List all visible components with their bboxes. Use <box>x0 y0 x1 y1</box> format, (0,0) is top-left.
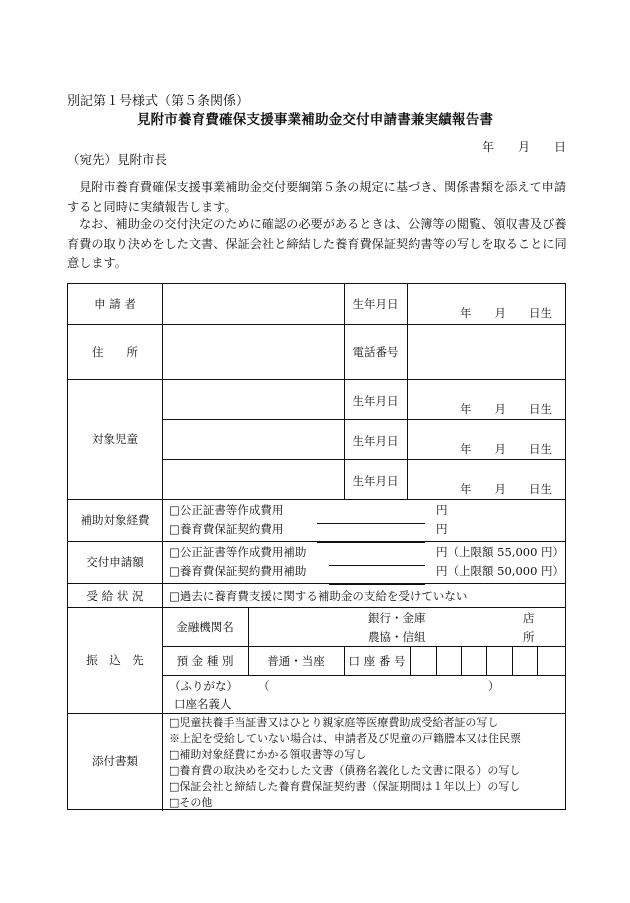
grant-guarantee-checkbox[interactable]: □養育費保証契約費用補助 <box>169 564 307 578</box>
furigana-label: （ふりがな） <box>169 679 238 693</box>
address-label: 住 所 <box>92 345 138 359</box>
expense-guarantee-yen: 円 <box>436 522 448 536</box>
applicant-birthdate-label: 生年月日 <box>352 297 399 311</box>
application-date: 年 月 日 <box>482 140 567 154</box>
account-number-label: 口 座 番 号 <box>348 654 406 668</box>
branch-type-1: 店 <box>523 611 535 625</box>
applicant-label: 申 請 者 <box>94 297 136 311</box>
grant-notary-checkbox[interactable]: □公正証書等作成費用補助 <box>169 545 307 559</box>
attachment-item[interactable]: □補助対象経費にかかる領収書等の写し <box>169 748 367 761</box>
expense-notary-yen: 円 <box>436 503 448 517</box>
attachment-item[interactable]: □その他 <box>169 796 213 809</box>
child3-birthdate-field[interactable]: 年 月 日生 <box>460 482 552 496</box>
statement-paragraph: 見附市養育費確保支援事業補助金交付要綱第５条の規定に基づき、関係書類を添えて申請すると同時に実績報告します。 <box>67 180 567 214</box>
expense-guarantee-checkbox[interactable]: □養育費保証契約費用 <box>169 522 284 536</box>
form-number: 別記第１号様式（第５条関係） <box>67 94 250 109</box>
deposit-type-label: 預 金 種 別 <box>176 654 234 668</box>
attachment-item[interactable]: □児童扶養手当証書又はひとり親家庭等医療費助成受給者証の写し <box>169 716 499 729</box>
receipt-status-label: 受 給 状 況 <box>86 589 144 603</box>
attachment-item[interactable]: □保証会社と締結した養育費保証契約書（保証期間は１年以上）の写し <box>169 780 521 793</box>
attachments-label: 添付書類 <box>92 754 138 768</box>
furigana-field[interactable]: （ ） <box>258 679 500 693</box>
child-label: 対象児童 <box>92 432 138 446</box>
branch-type-2: 所 <box>523 630 535 644</box>
addressee: （宛先）見附市長 <box>67 152 168 167</box>
child1-birthdate-field[interactable]: 年 月 日生 <box>460 402 552 416</box>
attachment-note: ※上記を受給していない場合は、申請者及び児童の戸籍謄本又は住民票 <box>169 732 521 745</box>
child1-birthdate-label: 生年月日 <box>352 394 399 408</box>
transfer-label: 振 込 先 <box>86 653 144 667</box>
deposit-type-field[interactable]: 普通・当座 <box>267 654 325 668</box>
applicant-birthdate-field[interactable]: 年 月 日生 <box>460 306 552 320</box>
grant-notary-limit: 円（上限額 55,000 円） <box>436 545 565 559</box>
bank-type-1: 銀行・金庫 <box>368 611 426 625</box>
phone-label: 電話番号 <box>352 345 399 359</box>
bank-type-2: 農協・信組 <box>368 630 426 644</box>
phone-field[interactable] <box>413 345 561 359</box>
child3-birthdate-label: 生年月日 <box>352 474 399 488</box>
address-field[interactable] <box>168 345 338 359</box>
document-title: 見附市養育費確保支援事業補助金交付申請書兼実績報告書 <box>136 112 494 128</box>
child2-birthdate-label: 生年月日 <box>352 434 399 448</box>
expense-label: 補助対象経費 <box>80 513 150 527</box>
grant-guarantee-limit: 円（上限額 50,000 円） <box>436 564 565 578</box>
account-holder-label: 口座名義人 <box>174 697 232 711</box>
expense-notary-checkbox[interactable]: □公正証書等作成費用 <box>169 503 284 517</box>
receipt-status-checkbox[interactable]: □過去に養育費支援に関する補助金の支給を受けていない <box>169 589 468 603</box>
bank-name-label: 金融機関名 <box>176 620 234 634</box>
attachment-item[interactable]: □養育費の取決めを交わした文書（債務名義化した文書に限る）の写し <box>169 764 521 777</box>
grant-label: 交付申請額 <box>86 555 144 569</box>
child2-birthdate-field[interactable]: 年 月 日生 <box>460 442 552 456</box>
application-form-table <box>67 283 566 810</box>
consent-paragraph: なお、補助金の交付決定のために確認の必要があるときは、公簿等の閲覧、領収書及び養育費の取り決めをした文書、保証会社と締結した養育費保証契約書等の写しを取ることに同意します。 <box>67 217 567 270</box>
